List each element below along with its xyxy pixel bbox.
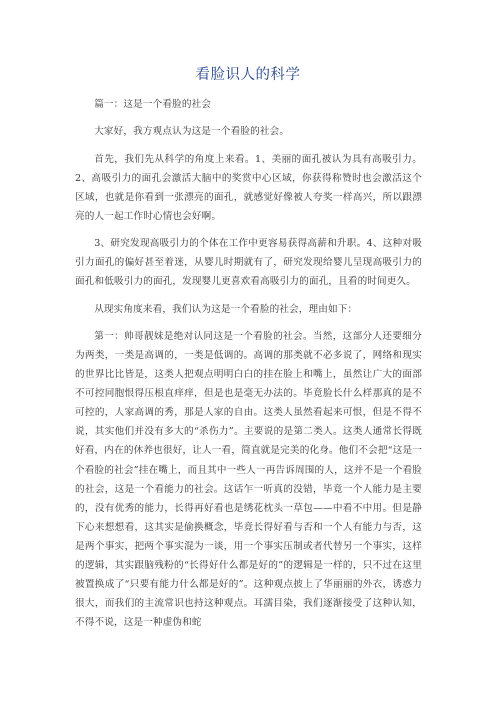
paragraph: 首先，我们先从科学的角度上来看。1、美丽的面孔被认为具有高吸引力。2、高吸引力的面孔会激活大脑中的奖赏中心区域，你获得称赞时也会激活这个区域，也就是你看到一张漂亮的面孔，就感觉好像被人夸奖一样高兴，所以跟漂亮的人一起工作时心情也会好啊。	[75, 153, 422, 222]
paragraph: 3、研究发现高吸引力的个体在工作中更容易获得高薪和升职。4、这种对吸引力面孔的偏好甚至着迷，从婴儿时期就有了，研究发现给婴儿呈现高吸引力的面孔和低吸引力的面孔，发现婴儿更喜欢看高吸引力的面孔，且看的时间更久。	[75, 238, 422, 288]
paragraph: 大家好，我方观点认为这是一个看脸的社会。	[94, 126, 290, 138]
document-body	[75, 95, 422, 641]
paragraph: 篇一：这是一个看脸的社会	[94, 99, 212, 110]
document-title: 看脸识人的科学	[195, 67, 301, 83]
paragraph: 从现实角度来看，我们认为这是一个看脸的社会，理由如下：	[94, 303, 358, 315]
paragraph: 第一：帅哥靓妹是绝对认同这是一个看脸的社会。当然，这部分人还要细分为两类，一类是高调的，一类是低调的。高调的那类就不必多说了，网络和现实的世界比比皆是，这类人把观点明明白白的挂在脸上和嘴上，虽然让广大的面部不可控同胞恨得压根直痒痒，但是也是毫无办法的。毕竟脸长什么样那真的是不可控的，人家高调的秀，那是人家的自由。这类人虽然看起来可恨，但是不得不说，其实他们并没有多大的“杀伤力”。主要说的是第二类人。这类人通常长得既好看，内在的休养也很好，让人一看，简直就是完美的化身。他们不会把“这是一个看脸的社会”挂在嘴上，而且其中一些人一再告诉周围的人，这并不是一个看脸的社会，这是一个看能力的社会。这话乍一听真的没错，毕竟一个人能力是主要的，没有优秀的能力，长得再好看也是绣花枕头一草包——中看不中用。但是静下心来想想看，这其实是偷换概念，毕竟长得好看与否和一个人有能力与否，这是两个事实，把两个事实混为一谈，用一个事实压制或者代替另一个事实，这样的逻辑，其实跟脑残粉的“长得好什么都是好的”的逻辑是一样的，只不过在这里被置换成了“只要有能力什么都是好的”。这种观点披上了华丽丽的外衣，诱惑力很大，而我们的主流常识也持这种观点。耳濡目染，我们逐渐接受了这种认知，不得不说，这是一种虚伪和蛇	[75, 330, 422, 629]
